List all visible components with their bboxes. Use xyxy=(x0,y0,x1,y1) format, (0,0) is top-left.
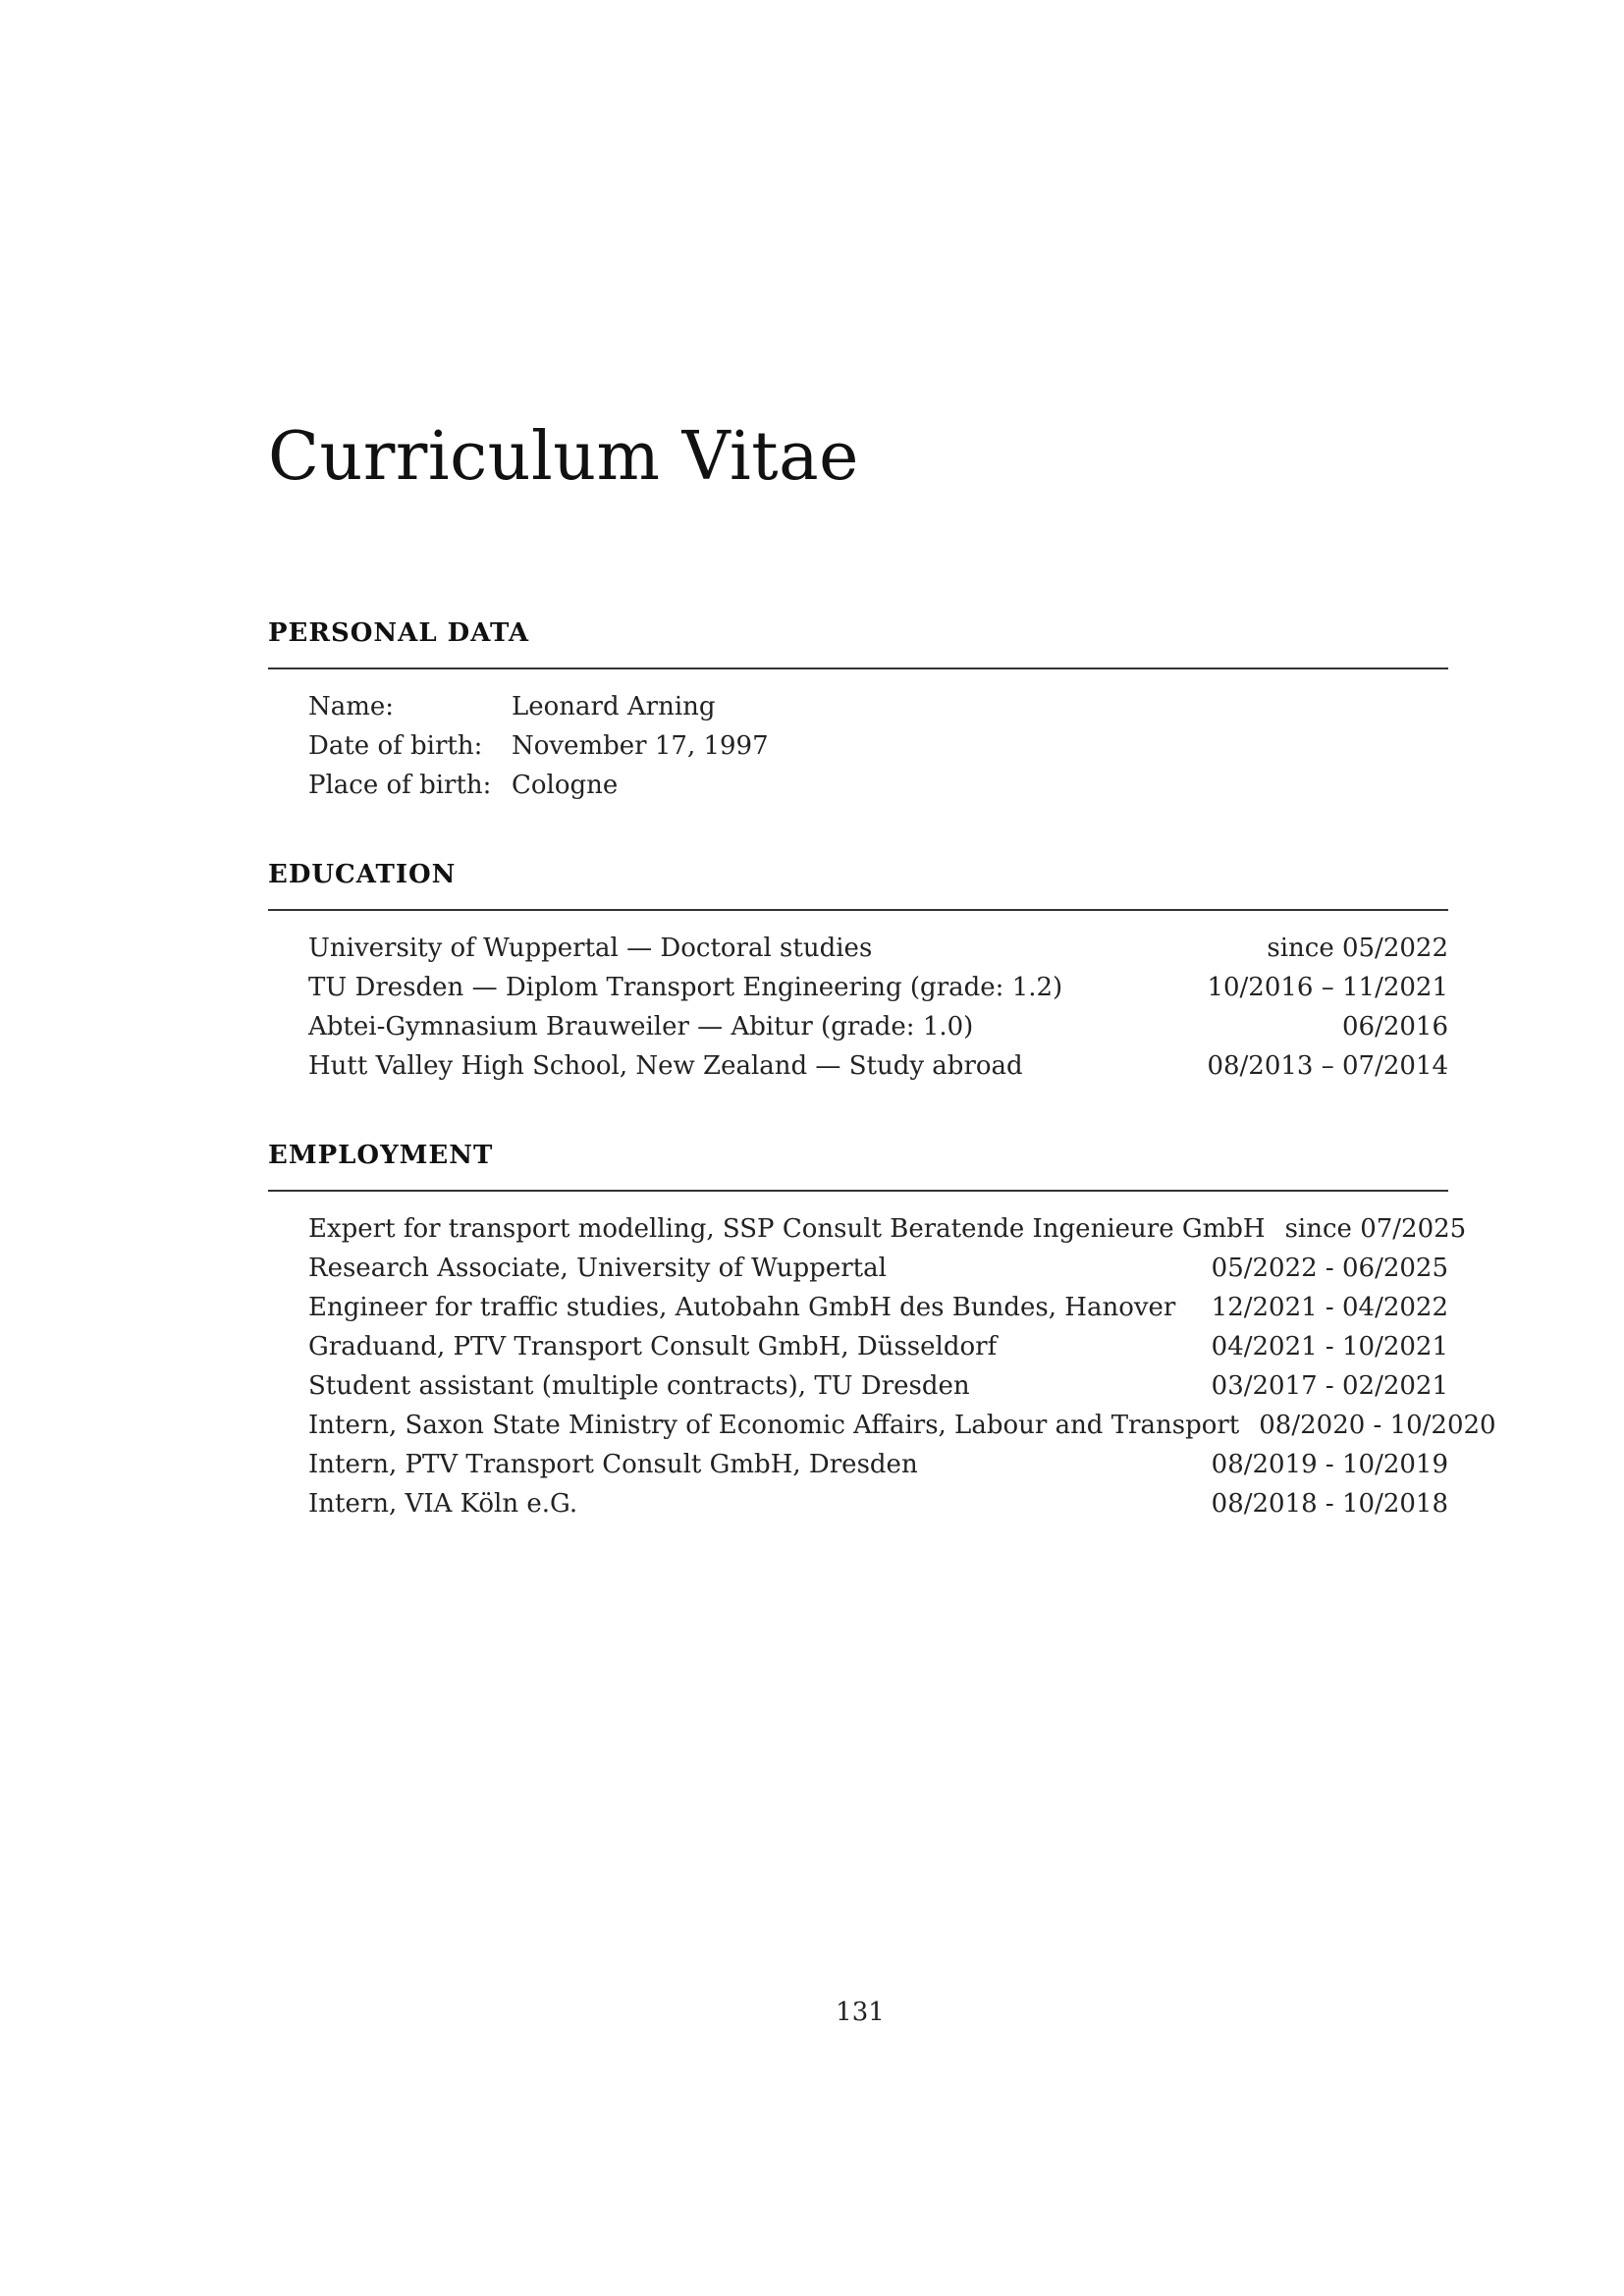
personal-data-label: Place of birth: xyxy=(308,771,492,800)
education-description: University of Wuppertal — Doctoral studies xyxy=(308,934,873,963)
employment-row xyxy=(308,1406,1496,1445)
employment-date: 05/2022 - 06/2025 xyxy=(1211,1254,1448,1283)
education-list xyxy=(268,929,1448,1086)
section-divider xyxy=(268,667,1448,669)
section-heading-education: EDUCATION xyxy=(268,860,457,889)
employment-row xyxy=(308,1209,1467,1249)
employment-section xyxy=(268,1141,1496,1523)
employment-list xyxy=(268,1209,1496,1523)
personal-data-row-place-of-birth xyxy=(308,766,1448,805)
education-date: since 05/2022 xyxy=(1267,934,1448,963)
education-description: TU Dresden — Diplom Transport Engineering (grade: 1.2) xyxy=(308,973,1063,1002)
employment-row xyxy=(308,1288,1448,1327)
page-number: 131 xyxy=(836,1998,885,2027)
personal-data-label: Name: xyxy=(308,692,395,721)
education-row xyxy=(308,1007,1448,1046)
employment-date: 08/2020 - 10/2020 xyxy=(1259,1411,1496,1440)
employment-date: 03/2017 - 02/2021 xyxy=(1211,1371,1448,1401)
education-description: Hutt Valley High School, New Zealand — Study abroad xyxy=(308,1051,1023,1081)
employment-date: 12/2021 - 04/2022 xyxy=(1211,1293,1448,1322)
education-row xyxy=(308,1046,1448,1086)
personal-data-value: Leonard Arning xyxy=(512,692,716,721)
education-row xyxy=(308,929,1448,968)
employment-row xyxy=(308,1445,1448,1484)
education-date: 10/2016 – 11/2021 xyxy=(1207,973,1448,1002)
employment-row xyxy=(308,1327,1448,1366)
employment-description: Engineer for traffic studies, Autobahn GmbH des Bundes, Hanover xyxy=(308,1293,1176,1322)
employment-description: Graduand, PTV Transport Consult GmbH, Düsseldorf xyxy=(308,1332,998,1362)
personal-data-row-name xyxy=(308,687,1448,726)
employment-description: Intern, VIA Köln e.G. xyxy=(308,1489,578,1519)
employment-description: Intern, Saxon State Ministry of Economic Affairs, Labour and Transport xyxy=(308,1411,1240,1440)
employment-description: Expert for transport modelling, SSP Consult Beratende Ingenieure GmbH xyxy=(308,1214,1266,1244)
section-heading-employment: EMPLOYMENT xyxy=(268,1141,494,1170)
employment-description: Student assistant (multiple contracts), TU Dresden xyxy=(308,1371,970,1401)
personal-data-list xyxy=(268,687,1448,805)
employment-date: 08/2018 - 10/2018 xyxy=(1211,1489,1448,1519)
employment-date: 04/2021 - 10/2021 xyxy=(1211,1332,1448,1362)
education-row xyxy=(308,968,1448,1007)
education-section xyxy=(268,860,1448,1086)
education-date: 08/2013 – 07/2014 xyxy=(1207,1051,1448,1081)
employment-date: 08/2019 - 10/2019 xyxy=(1211,1450,1448,1479)
personal-data-value: November 17, 1997 xyxy=(512,731,769,761)
section-heading-personal-data: PERSONAL DATA xyxy=(268,618,530,648)
employment-description: Intern, PTV Transport Consult GmbH, Dresden xyxy=(308,1450,918,1479)
page-title: Curriculum Vitae xyxy=(268,418,859,496)
employment-date: since 07/2025 xyxy=(1284,1214,1467,1244)
education-date: 06/2016 xyxy=(1341,1012,1448,1041)
employment-row xyxy=(308,1249,1448,1288)
personal-data-value: Cologne xyxy=(512,771,619,800)
education-description: Abtei-Gymnasium Brauweiler — Abitur (grade: 1.0) xyxy=(308,1012,974,1041)
section-divider xyxy=(268,909,1448,911)
personal-data-label: Date of birth: xyxy=(308,731,483,761)
employment-row xyxy=(308,1366,1448,1406)
personal-data-row-date-of-birth xyxy=(308,726,1448,766)
employment-description: Research Associate, University of Wuppertal xyxy=(308,1254,887,1283)
personal-data-section xyxy=(268,618,1448,805)
employment-row xyxy=(308,1484,1448,1523)
section-divider xyxy=(268,1190,1448,1192)
